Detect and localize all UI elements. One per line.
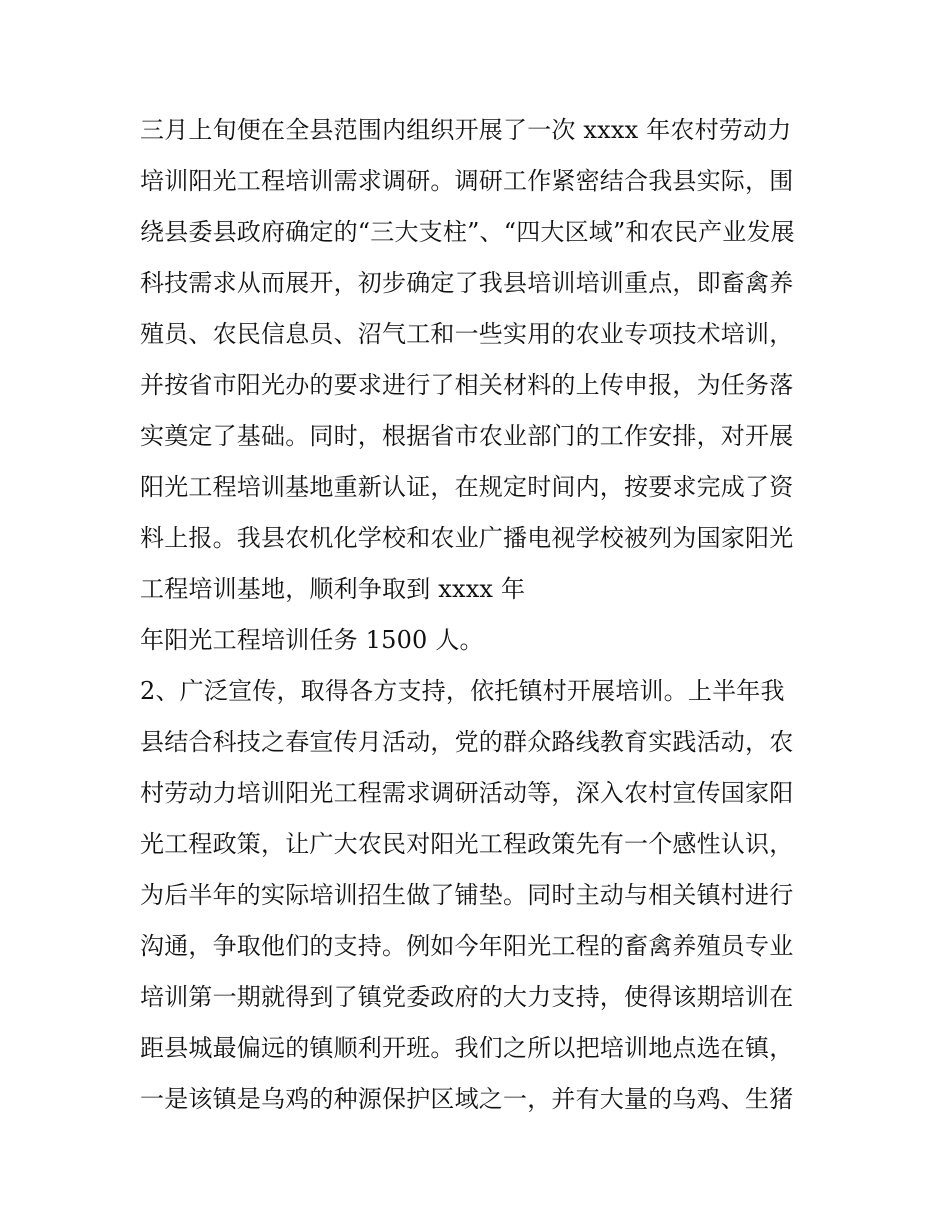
text-line: 料上报。我县农机化学校和农业广播电视学校被列为国家阳光 xyxy=(140,524,794,552)
text-line: 光工程政策，让广大农民对阳光工程政策先有一个感性认识， xyxy=(140,830,794,858)
text-line: 殖员、农民信息员、沼气工和一些实用的农业专项技术培训， xyxy=(140,320,794,348)
text-line: 三月上旬便在全县范围内组织开展了一次 xxxx 年农村劳动力 xyxy=(140,116,792,144)
text-line: 并按省市阳光办的要求进行了相关材料的上传申报，为任务落 xyxy=(140,371,794,399)
text-line: 绕县委县政府确定的“三大支柱”、“四大区域”和农民产业发展 xyxy=(140,218,795,246)
text-line: 科技需求从而展开，初步确定了我县培训培训重点，即畜禽养 xyxy=(140,269,794,297)
text-line: 村劳动力培训阳光工程需求调研活动等，深入农村宣传国家阳 xyxy=(140,779,794,807)
text-line: 为后半年的实际培训招生做了铺垫。同时主动与相关镇村进行 xyxy=(140,881,794,909)
text-line: 培训第一期就得到了镇党委政府的大力支持，使得该期培训在 xyxy=(140,983,794,1011)
text-line: 县结合科技之春宣传月活动，党的群众路线教育实践活动，农 xyxy=(140,728,794,756)
text-line: 一是该镇是乌鸡的种源保护区域之一，并有大量的乌鸡、生猪 xyxy=(140,1085,794,1113)
text-line: 阳光工程培训基地重新认证，在规定时间内，按要求完成了资 xyxy=(140,473,794,501)
text-line: 培训阳光工程培训需求调研。调研工作紧密结合我县实际，围 xyxy=(140,167,794,195)
text-line: 年阳光工程培训任务 1500 人。 xyxy=(140,626,484,654)
text-line: 距县城最偏远的镇顺利开班。我们之所以把培训地点选在镇， xyxy=(140,1034,794,1062)
text-line: 实奠定了基础。同时，根据省市农业部门的工作安排，对开展 xyxy=(140,422,794,450)
text-line: 工程培训基地，顺利争取到 xxxx 年 xyxy=(140,575,526,603)
text-line: 2、广泛宣传，取得各方支持，依托镇村开展培训。上半年我 xyxy=(140,677,785,705)
text-line: 沟通，争取他们的支持。例如今年阳光工程的畜禽养殖员专业 xyxy=(140,932,794,960)
